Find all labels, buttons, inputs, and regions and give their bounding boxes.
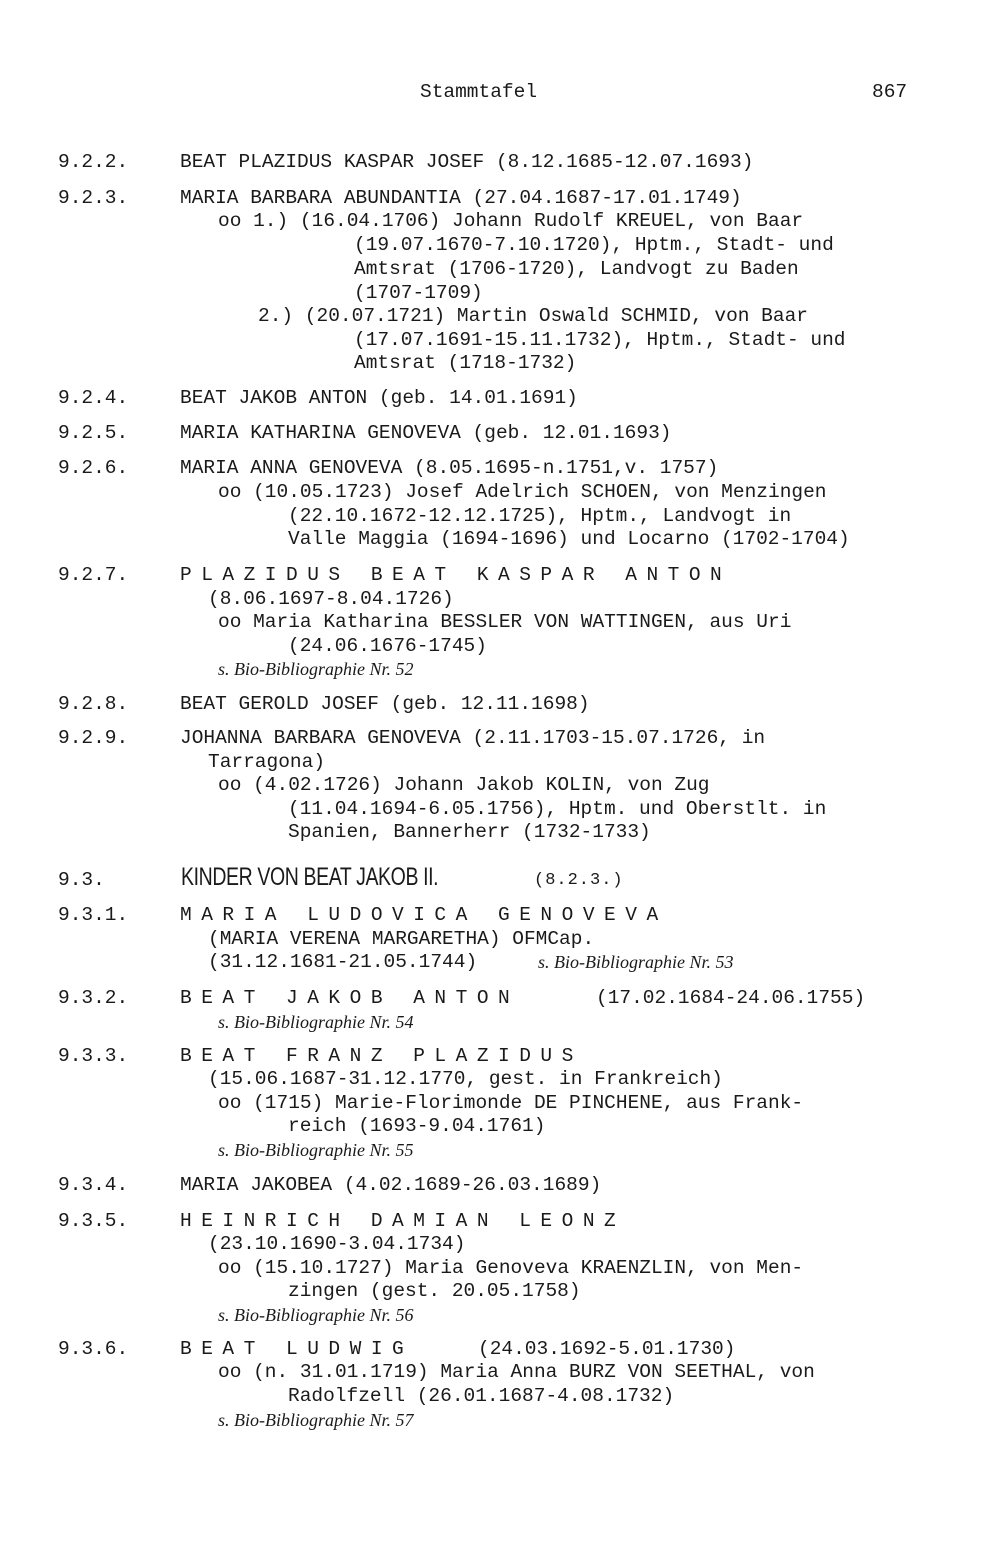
marriage-line: oo Maria Katharina BESSLER VON WATTINGEN, aus Uri [218,611,792,633]
bio-reference: s. Bio-Bibliographie Nr. 52 [218,659,414,679]
entry-name: BEAT JAKOB ANTON (geb. 14.01.1691) [180,387,578,409]
entry-dates: Tarragona) [208,751,326,773]
entry-dates: (31.12.1681-21.05.1744) [208,951,478,973]
entry-dates: (17.02.1684-24.06.1755) [596,987,866,1009]
marriage-line: oo (10.05.1723) Josef Adelrich SCHOEN, von Menzingen [218,481,827,503]
entry-number: 9.3.5. [58,1210,129,1232]
entry-number: 9.2.8. [58,693,129,715]
marriage-line: oo (15.10.1727) Maria Genoveva KRAENZLIN, von Men- [218,1257,804,1279]
marriage-line: 2.) (20.07.1721) Martin Oswald SCHMID, von Baar [258,305,808,327]
entry-name-spaced: BEAT JAKOB ANTON [180,987,520,1009]
entry-name-spaced: HEINRICH DAMIAN LEONZ [180,1210,626,1232]
entry-alt-name: (MARIA VERENA MARGARETHA) OFMCap. [208,928,595,950]
entry-dates: (24.03.1692-5.01.1730) [478,1338,736,1360]
entry-name: BEAT GEROLD JOSEF (geb. 12.11.1698) [180,693,590,715]
spouse-details: Radolfzell (26.01.1687-4.08.1732) [288,1385,675,1407]
spouse-details: (22.10.1672-12.12.1725), Hptm., Landvogt in [288,505,792,527]
entry-number: 9.3.6. [58,1338,129,1360]
entry-name: MARIA BARBARA ABUNDANTIA (27.04.1687-17.01.1749) [180,187,742,209]
entry-dates: (23.10.1690-3.04.1734) [208,1233,466,1255]
spouse-details: (11.04.1694-6.05.1756), Hptm. und Oberstlt. in [288,798,827,820]
section-ref: (8.2.3.) [534,871,624,890]
bio-reference: s. Bio-Bibliographie Nr. 55 [218,1140,414,1160]
entry-number: 9.2.6. [58,457,129,479]
spouse-details: Spanien, Bannerherr (1732-1733) [288,821,651,843]
page-number: 867 [872,81,908,103]
spouse-details: Amtsrat (1718-1732) [354,352,577,374]
entry-number: 9.3.2. [58,987,129,1009]
entry-name: MARIA JAKOBEA (4.02.1689-26.03.1689) [180,1174,602,1196]
entry-name: MARIA KATHARINA GENOVEVA (geb. 12.01.1693) [180,422,672,444]
spouse-details: Valle Maggia (1694-1696) und Locarno (1702-1704) [288,528,850,550]
spouse-details: Amtsrat (1706-1720), Landvogt zu Baden [354,258,799,280]
entry-name: MARIA ANNA GENOVEVA (8.05.1695-n.1751,v. 1757) [180,457,719,479]
entry-number: 9.3.1. [58,904,129,926]
running-title: Stammtafel [420,81,538,103]
spouse-details: reich (1693-9.04.1761) [288,1115,546,1137]
bio-reference: s. Bio-Bibliographie Nr. 53 [538,952,734,972]
entry-number: 9.3.3. [58,1045,129,1067]
entry-name-spaced: BEAT LUDWIG [180,1338,414,1360]
section-number: 9.3. [58,869,105,891]
entry-name-spaced: MARIA LUDOVICA GENOVEVA [180,904,668,926]
entry-name-spaced: PLAZIDUS BEAT KASPAR ANTON [180,564,732,586]
spouse-details: zingen (gest. 20.05.1758) [288,1280,581,1302]
section-title: KINDER VON BEAT JAKOB II. [181,863,439,891]
entry-dates: (15.06.1687-31.12.1770, gest. in Frankreich) [208,1068,723,1090]
marriage-line: oo (4.02.1726) Johann Jakob KOLIN, von Zug [218,774,710,796]
entry-number: 9.2.9. [58,727,129,749]
entry-number: 9.2.3. [58,187,129,209]
entry-number: 9.2.2. [58,151,129,173]
bio-reference: s. Bio-Bibliographie Nr. 56 [218,1305,414,1325]
bio-reference: s. Bio-Bibliographie Nr. 57 [218,1410,414,1430]
bio-reference: s. Bio-Bibliographie Nr. 54 [218,1012,414,1032]
entry-name-spaced: BEAT FRANZ PLAZIDUS [180,1045,583,1067]
spouse-details: (1707-1709) [354,282,483,304]
entry-number: 9.2.4. [58,387,129,409]
entry-number: 9.3.4. [58,1174,129,1196]
marriage-line: oo (1715) Marie-Florimonde DE PINCHENE, aus Frank- [218,1092,804,1114]
spouse-details: (19.07.1670-7.10.1720), Hptm., Stadt- und [354,234,834,256]
spouse-details: (17.07.1691-15.11.1732), Hptm., Stadt- und [354,329,846,351]
entry-dates: (8.06.1697-8.04.1726) [208,588,454,610]
entry-number: 9.2.7. [58,564,129,586]
entry-name: JOHANNA BARBARA GENOVEVA (2.11.1703-15.07.1726, in [180,727,766,749]
marriage-line: oo (n. 31.01.1719) Maria Anna BURZ VON SEETHAL, von [218,1361,815,1383]
spouse-details: (24.06.1676-1745) [288,635,487,657]
marriage-line: oo 1.) (16.04.1706) Johann Rudolf KREUEL, von Baar [218,210,804,232]
entry-name: BEAT PLAZIDUS KASPAR JOSEF (8.12.1685-12.07.1693) [180,151,754,173]
entry-number: 9.2.5. [58,422,129,444]
